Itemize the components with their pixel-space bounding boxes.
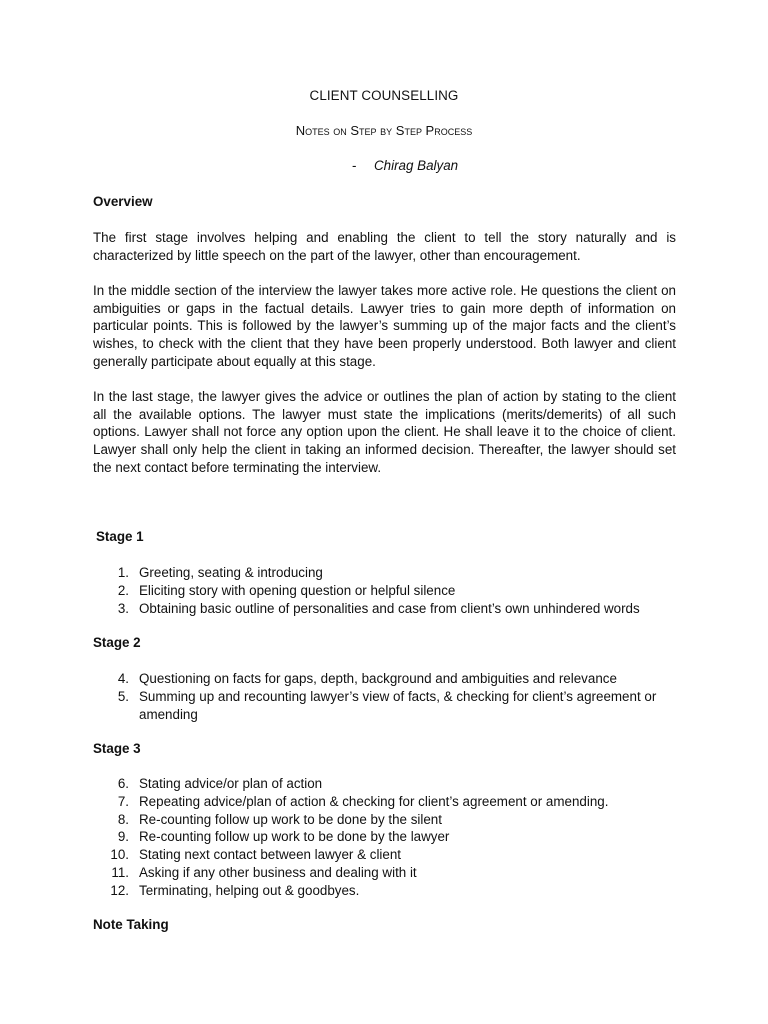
author-name: Chirag Balyan bbox=[374, 158, 459, 173]
list-item bbox=[93, 882, 678, 900]
document-subtitle: Notes on Step by Step Process bbox=[295, 123, 473, 138]
list-item-text: Terminating, helping out & goodbyes. bbox=[139, 882, 360, 898]
stage-2-heading: Stage 2 bbox=[93, 635, 141, 650]
list-item bbox=[93, 582, 678, 600]
list-item bbox=[93, 811, 678, 829]
list-item-text: Eliciting story with opening question or helpful silence bbox=[139, 582, 456, 598]
list-item bbox=[93, 688, 678, 724]
note-taking-heading: Note Taking bbox=[93, 917, 169, 932]
overview-heading: Overview bbox=[93, 194, 153, 209]
list-item bbox=[93, 793, 678, 811]
list-item-text: Re-counting follow up work to be done by the lawyer bbox=[139, 829, 450, 845]
list-item-text: Obtaining basic outline of personalities and case from client’s own unhindered words bbox=[139, 600, 640, 616]
stage-3-list bbox=[93, 775, 678, 900]
list-item-text: Asking if any other business and dealing with it bbox=[139, 864, 417, 880]
stage-3-heading: Stage 3 bbox=[93, 741, 141, 756]
stage-2-list bbox=[93, 670, 678, 723]
list-item bbox=[93, 864, 678, 882]
list-item-number: 11. bbox=[111, 864, 129, 880]
overview-paragraph-3: In the last stage, the lawyer gives the advice or outlines the plan of action by stating to the client all the available options. The lawyer must state the implications (merits/demerits) of all such options. Lawyer shall not force any option upon the client. He shall leave it to the choice of client. Lawyer shall only help the client in taking an informed decision. Thereafter, the lawyer should set the next contact before terminating the interview. bbox=[93, 389, 676, 475]
list-item-text: Questioning on facts for gaps, depth, background and ambiguities and relevance bbox=[139, 671, 617, 686]
list-item-number: 10. bbox=[110, 847, 129, 863]
list-item-number: 6. bbox=[117, 776, 129, 791]
list-item bbox=[93, 775, 678, 793]
author-dash: - bbox=[352, 158, 357, 173]
document-title: CLIENT COUNSELLING bbox=[309, 88, 459, 103]
list-item-text: Summing up and recounting lawyer’s view of facts, & checking for client’s agreement or amending bbox=[139, 688, 657, 722]
list-item bbox=[93, 670, 678, 688]
list-item bbox=[93, 828, 678, 846]
list-item-text: Stating advice/or plan of action bbox=[139, 776, 323, 791]
list-item bbox=[93, 846, 678, 864]
list-item-number: 2. bbox=[117, 582, 129, 598]
list-item-text: Repeating advice/plan of action & checking for client’s agreement or amending. bbox=[139, 793, 609, 809]
list-item-text: Stating next contact between lawyer & client bbox=[139, 847, 402, 863]
overview-paragraph-2: In the middle section of the interview the lawyer takes more active role. He questions the client on ambiguities or gaps in the factual details. Lawyer tries to gain more depth of information on particular points. This is followed by the lawyer’s summing up of the major facts and the client’s wishes, to check with the client that they have been properly understood. Both lawyer and client generally participate about equally at this stage. bbox=[93, 283, 676, 369]
list-item-text: Re-counting follow up work to be done by the silent bbox=[139, 811, 442, 827]
list-item-text: Greeting, seating & introducing bbox=[139, 565, 323, 580]
stage-1-list bbox=[93, 564, 678, 617]
list-item bbox=[93, 564, 678, 582]
list-item-number: 7. bbox=[117, 793, 129, 809]
overview-paragraph-1: The first stage involves helping and enabling the client to tell the story naturally and is characterized by little speech on the part of the lawyer, other than encouragement. bbox=[93, 230, 676, 263]
list-item-number: 12. bbox=[110, 882, 129, 898]
list-item-number: 3. bbox=[117, 600, 129, 616]
list-item bbox=[93, 600, 678, 618]
list-item-number: 9. bbox=[117, 829, 129, 845]
list-item-number: 1. bbox=[117, 565, 129, 580]
stage-1-heading: Stage 1 bbox=[96, 529, 144, 544]
list-item-number: 5. bbox=[117, 688, 129, 704]
list-item-number: 8. bbox=[117, 811, 129, 827]
list-item-number: 4. bbox=[117, 671, 129, 686]
author-line bbox=[352, 158, 458, 173]
